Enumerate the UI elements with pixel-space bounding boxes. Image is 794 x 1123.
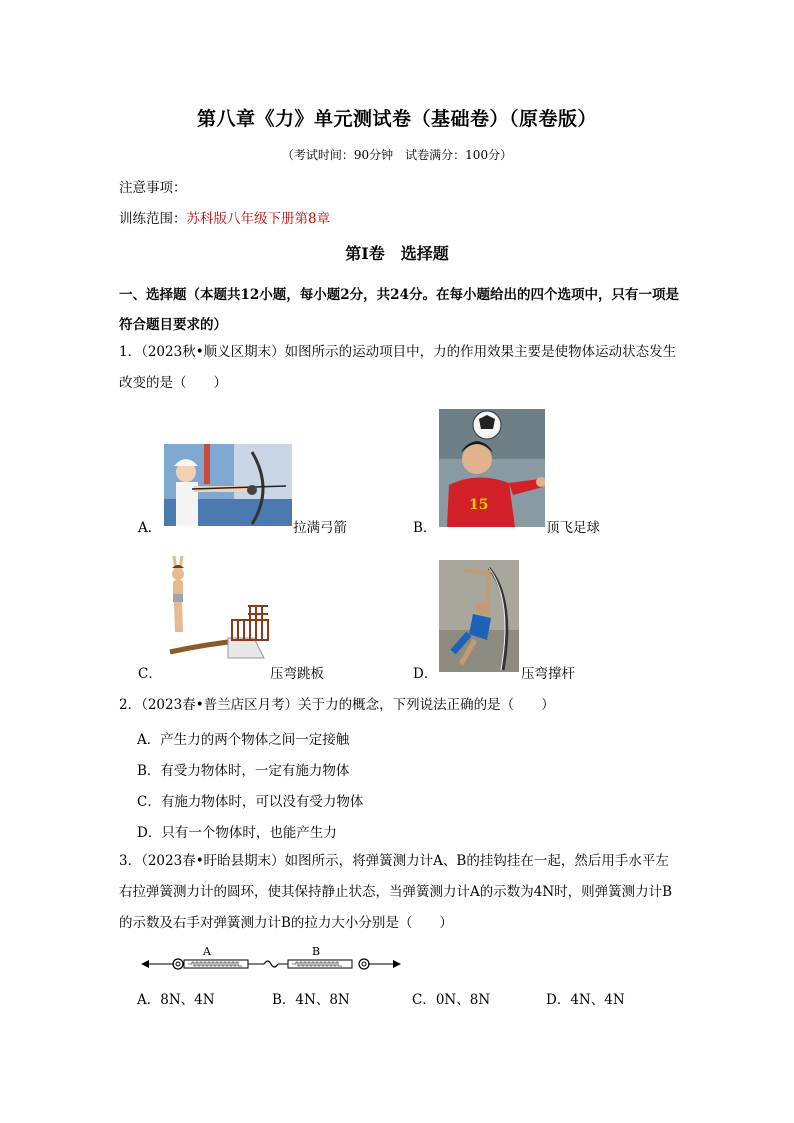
question-number: 3． [119, 853, 142, 869]
question-1 [119, 337, 679, 399]
question-2 [119, 690, 679, 721]
option-letter: D． [413, 666, 438, 682]
option-caption: 拉满弓箭 [293, 520, 347, 536]
option-c: C．0N、8N [412, 992, 491, 1008]
pole-vault-image [439, 560, 519, 672]
question-3 [119, 846, 679, 939]
section-heading: 一、选择题（本题共12小题，每小题2分，共24分。在每小题给出的四个选项中，只有一项是符合题目要求的） [119, 287, 679, 333]
notes-label: 注意事项： [119, 180, 187, 196]
training-range-label: 训练范围： [119, 211, 187, 227]
question-text: （2023秋•顺义区期末）如图所示的运动项目中，力的作用效果主要是使物体运动状态发生改变的是（ ） [119, 344, 677, 391]
svg-text:15: 15 [469, 497, 489, 513]
diving-board-image [166, 554, 270, 672]
option-b: B．有受力物体时，一定有施力物体 [137, 763, 350, 779]
option-a: A．产生力的两个物体之间一定接触 [137, 732, 350, 748]
question-text: （2023春•普兰店区月考）关于力的概念，下列说法正确的是（ ） [141, 697, 555, 713]
football-image [439, 409, 545, 527]
training-range [119, 207, 330, 227]
option-letter: C． [138, 666, 162, 682]
option-c: C．有施力物体时，可以没有受力物体 [137, 794, 364, 810]
exam-info: （考试时间：90分钟 试卷满分：100分） [281, 148, 513, 162]
option-letter: A． [138, 520, 162, 536]
option-letter: B． [413, 520, 437, 536]
archery-image [164, 444, 292, 526]
question-number: 2． [119, 697, 142, 713]
option-d: D．只有一个物体时，也能产生力 [137, 825, 337, 841]
option-caption: 压弯跳板 [270, 666, 324, 682]
scale-b-label: B [312, 945, 321, 958]
page-title: 第八章《力》单元测试卷（基础卷）（原卷版） [196, 108, 597, 130]
question-text: （2023春•盱眙县期末）如图所示，将弹簧测力计A、B的挂钩挂在一起，然后用手水平左右拉弹簧测力计的圆环，使其保持静止状态，当弹簧测力计A的示数为4N时，则弹簧测力计B的示数及右手对弹簧测力计B的拉力大小分别是（ ） [119, 853, 673, 931]
option-b: B．4N、8N [272, 992, 350, 1008]
option-a: A．8N、4N [137, 992, 215, 1008]
question-number: 1． [119, 344, 142, 360]
option-caption: 压弯撑杆 [521, 666, 575, 682]
training-range-value: 苏科版八年级下册第8章 [186, 211, 331, 227]
option-caption: 顶飞足球 [546, 520, 600, 536]
scale-a-label: A [203, 945, 211, 958]
spring-scale-diagram [140, 942, 402, 974]
section-title: 第Ⅰ卷 选择题 [345, 244, 449, 263]
option-d: D．4N、4N [546, 992, 625, 1008]
